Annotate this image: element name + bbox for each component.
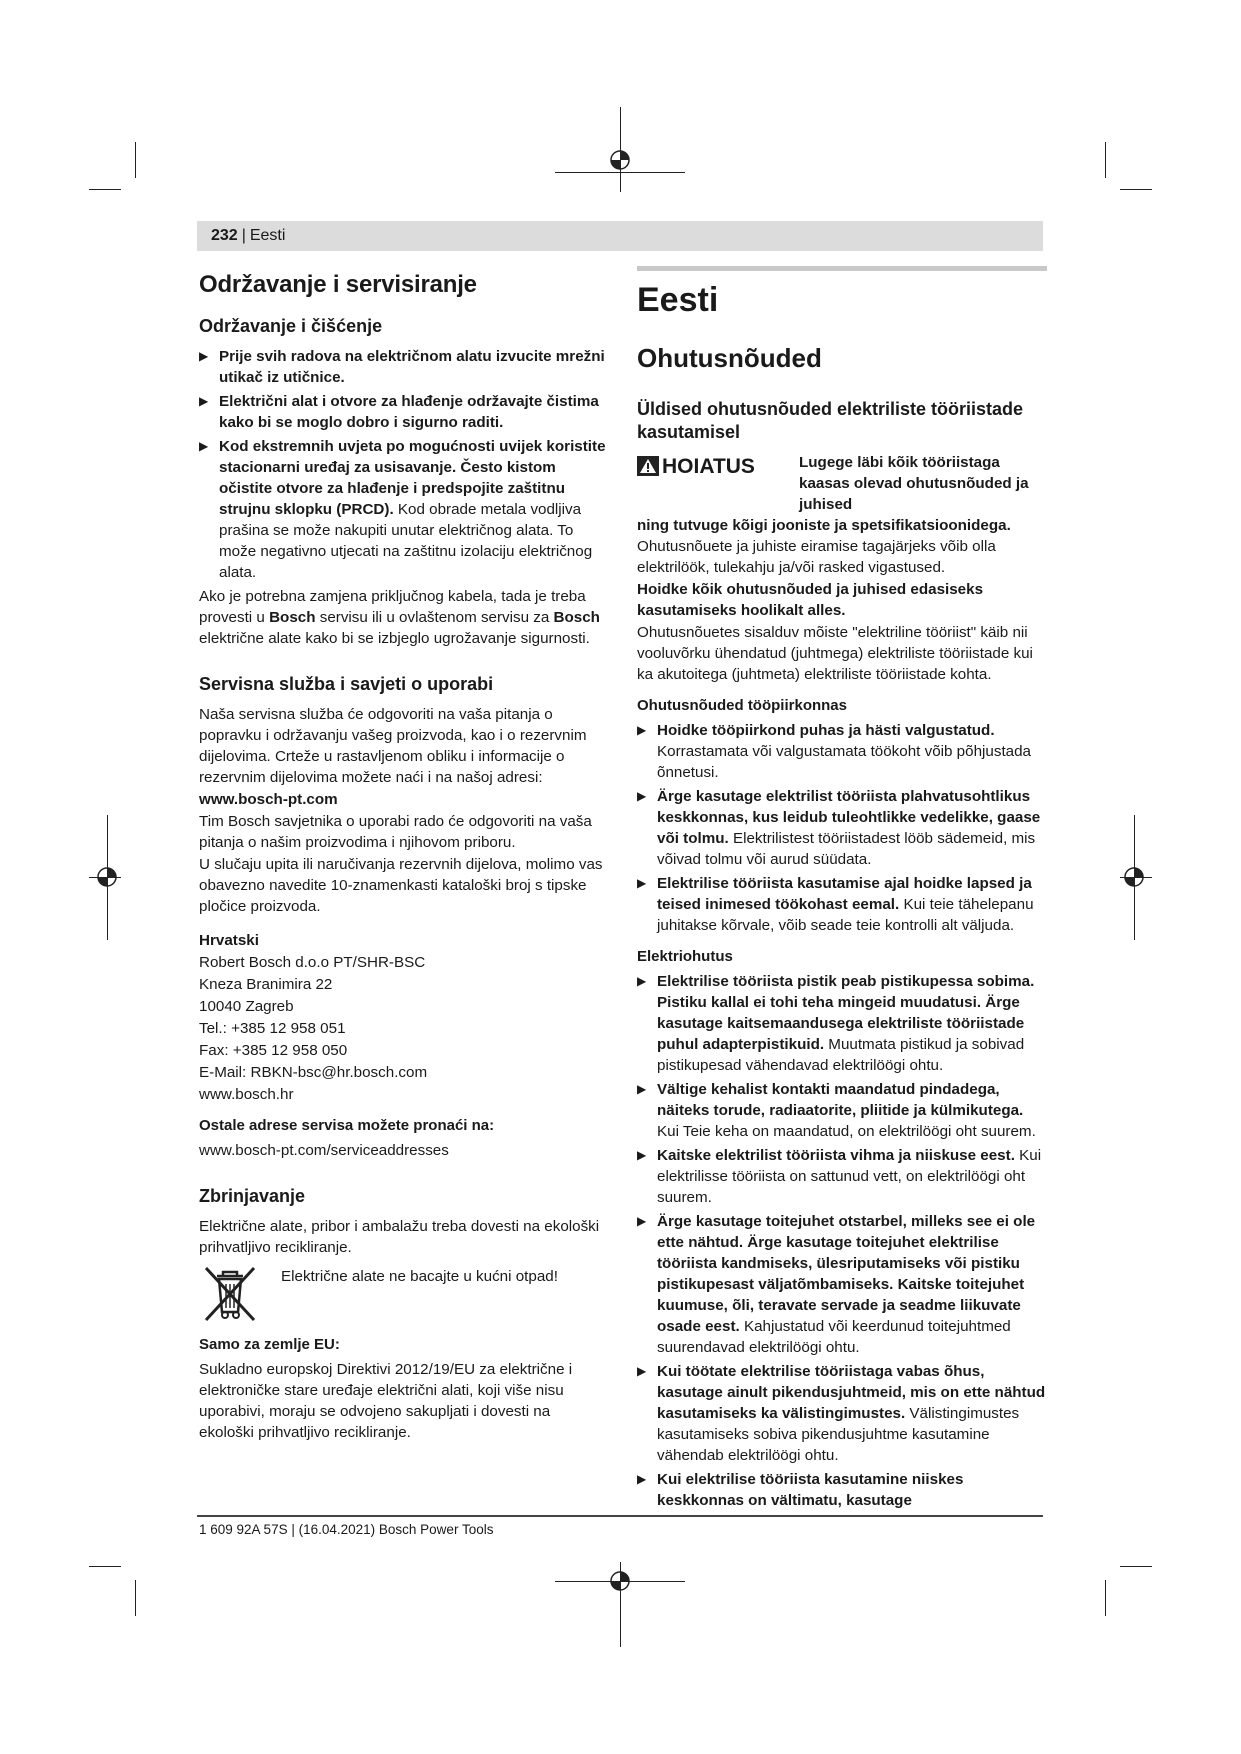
cable-paragraph: Ako je potrebna zamjena priključnog kabela, tada je treba provesti u Bosch servisu ili u ovlaštenom servisu za Bosch električne alate kako bi se izbjeglo ugrožavanje sigurnosti.: [199, 588, 600, 647]
list-item: ▶ Kod ekstremnih uvjeta po mogućnosti uvijek koristite stacionarni uređaj za usisavanje. Često kistom očistite otvore za hlađenje i predspojite zaštitnu strujnu sklopku (PRCD). Kod obrade metala vodljiva prašina se može nakupiti unutar električnog alata. To može negativno utjecati na zaštitnu izolaciju električnog alata.: [199, 438, 606, 581]
contact-line: 10040 Zagreb: [199, 998, 294, 1015]
warning-block: [637, 452, 1047, 515]
general-heading: Üldised ohutusnõuded elektriliste tööriistade kasutamisel: [637, 399, 1024, 442]
contact-line: www.bosch.hr: [199, 1086, 294, 1103]
electric-list: [637, 971, 1047, 1511]
crossed-bin-icon: [199, 1262, 261, 1324]
disposal-paragraph: Električne alate, pribor i ambalažu treba dovesti na ekološki prihvatljivo recikliranje.: [199, 1218, 600, 1256]
crop-mark: [135, 1580, 136, 1616]
electric-heading: Elektriohutus: [637, 948, 733, 965]
bullet-triangle-icon: ▶: [637, 1472, 647, 1486]
crop-mark: [89, 189, 121, 190]
list-item: ▶ Elektrilise tööriista kasutamise ajal hoidke lapsed ja teised inimesed töökohast eemal. Kui teie tähelepanu juhitakse kõrvale, võib seade teie kontrolli alt väljuda.: [637, 875, 1034, 934]
service-paragraph: Tim Bosch savjetnika o uporabi rado će odgovoriti na vaša pitanja o našim proizvodima i njihovom priboru.: [199, 813, 592, 851]
warning-paragraph: ning tutvuge kõigi jooniste ja spetsifikatsioonidega. Ohutusnõuete ja juhiste eiramise tagajärjeks võib olla elektrilöök, tulekahju ja/või rasked vigastused.: [637, 517, 1011, 576]
right-column: [637, 266, 1047, 1514]
crop-mark: [89, 1566, 121, 1567]
service-heading: Servisna služba i savjeti o uporabi: [199, 674, 494, 694]
contact-line: Robert Bosch d.o.o PT/SHR-BSC: [199, 954, 426, 971]
page-header: [197, 221, 1043, 251]
warning-text: Lugege läbi kõik tööriistaga kaasas olevad ohutusnõuded ja juhised: [799, 454, 1029, 513]
contact-country: Hrvatski: [199, 932, 259, 949]
service-paragraph: Naša servisna služba će odgovoriti na vaša pitanja o popravku i održavanju vašeg proizvoda, kao i o rezervnim dijelovima. Crteže u rastavljenom obliku i informacije o rezervnim dijelovima možete naći i na našoj adresi:: [199, 706, 587, 786]
bullet-triangle-icon: ▶: [199, 394, 209, 408]
other-addresses-heading: Ostale adrese servisa možete pronaći na:: [199, 1117, 495, 1134]
crop-mark: [1120, 1566, 1152, 1567]
service-paragraph: U slučaju upita ili naručivanja rezervnih dijelova, molimo vas obavezno navedite 10-znamenkasti kataloški broj s tipske pločice proizvoda.: [199, 856, 603, 915]
list-item: ▶ Električni alat i otvore za hlađenje održavajte čistima kako bi se moglo dobro i sigurno raditi.: [199, 393, 599, 431]
maintenance-heading: Održavanje i čišćenje: [199, 316, 383, 336]
registration-target-icon: [607, 1568, 633, 1594]
page-number: 232: [211, 227, 238, 244]
service-url: www.bosch-pt.com: [199, 791, 338, 808]
contact-line: E-Mail: RBKN-bsc@hr.bosch.com: [199, 1064, 428, 1081]
crop-mark: [1105, 1580, 1106, 1616]
bullet-triangle-icon: ▶: [637, 1148, 647, 1162]
eu-paragraph: Sukladno europskoj Direktivi 2012/19/EU za električne i elektroničke stare uređaje električni alati, koji više nisu uporabivi, moraju se odvojeno sakupljati i dovesti na ekološki prihvatljivo recikliranje.: [199, 1361, 573, 1441]
list-item: ▶ Kui töötate elektrilise tööriistaga vabas õhus, kasutage ainult pikendusjuhtmeid, mis on ette nähtud kasutamiseks ka välistingimustes. Välistingimustes kasutamiseks sobiva pikendusjuhtme kasutamine vähendab elektrilöögi ohtu.: [637, 1363, 1046, 1464]
bullet-triangle-icon: ▶: [637, 1214, 647, 1228]
keep-instructions: Hoidke kõik ohutusnõuded ja juhised edasiseks kasutamiseks hoolikalt alles.: [637, 581, 984, 619]
list-item: ▶ Prije svih radova na električnom alatu izvucite mrežni utikač iz utičnice.: [199, 348, 605, 386]
list-item: ▶ Ärge kasutage toitejuhet otstarbel, milleks see ei ole ette nähtud. Ärge kasutage toitejuhet elektrilise tööriista kandmiseks, ülesriputamiseks või pistiku pistikupesast väljatõmbamiseks. Kaitske toitejuhet kuumuse, õli, teravate servade ja seadme liikuvate osade eest. Kahjustatud või keerdunud toitejuhtmed suurendavad elektrilöögi ohtu.: [637, 1213, 1036, 1356]
contact-line: Fax: +385 12 958 050: [199, 1042, 348, 1059]
contact-line: Tel.: +385 12 958 051: [199, 1020, 346, 1037]
workplace-heading: Ohutusnõuded tööpiirkonnas: [637, 697, 847, 714]
header-separator: |: [241, 227, 246, 244]
bullet-triangle-icon: ▶: [637, 876, 647, 890]
term-paragraph: Ohutusnõuetes sisalduv mõiste "elektriline tööriist" käib nii vooluvõrku ühendatud (juhtmega) elektriliste tööriistade kui ka akutoitega (juhtmeta) elektriliste tööriistade kohta.: [637, 624, 1033, 683]
crop-mark: [135, 142, 136, 178]
weee-notice: [199, 1262, 607, 1324]
crop-mark: [1105, 142, 1106, 178]
bullet-triangle-icon: ▶: [637, 974, 647, 988]
weee-text: Električne alate ne bacajte u kućni otpad!: [281, 1268, 558, 1285]
workplace-list: [637, 720, 1047, 936]
warning-label: HOIATUS: [637, 452, 755, 480]
bullet-triangle-icon: ▶: [637, 723, 647, 737]
registration-target-icon: [607, 147, 633, 173]
registration-target-icon: [94, 864, 120, 890]
list-item: ▶ Ärge kasutage elektrilist tööriista plahvatusohtlikus keskkonnas, kus leidub tuleohtlikke vedelikke, gaase või tolmu. Elektrilistest tööriistadest lööb sädemeid, mis võivad tolmu või aurud süüdata.: [637, 788, 1041, 868]
bullet-triangle-icon: ▶: [637, 1364, 647, 1378]
list-item: ▶ Kaitske elektrilist tööriista vihma ja niiskuse eest. Kui elektrilisse tööriista on sattunud vett, on elektrilöögi oht suurem.: [637, 1147, 1042, 1206]
maintenance-list: [199, 346, 607, 583]
page-footer: 1 609 92A 57S | (16.04.2021) Bosch Power Tools: [199, 1522, 494, 1537]
left-column: [199, 270, 607, 1444]
list-item: ▶ Kui elektrilise tööriista kasutamine niiskes keskkonnas on vältimatu, kasutage: [637, 1471, 964, 1509]
other-addresses-url: www.bosch-pt.com/serviceaddresses: [199, 1142, 449, 1159]
warning-icon: [637, 456, 659, 476]
section-title: Održavanje i servisiranje: [199, 271, 477, 298]
registration-target-icon: [1121, 864, 1147, 890]
footer-rule: [197, 1515, 1043, 1517]
eu-heading: Samo za zemlje EU:: [199, 1336, 340, 1353]
bullet-triangle-icon: ▶: [199, 439, 209, 453]
section-title: Ohutusnõuded: [637, 343, 822, 373]
header-language: Eesti: [249, 227, 286, 244]
list-item: ▶ Elektrilise tööriista pistik peab pistikupessa sobima. Pistiku kallal ei tohi teha mingeid muudatusi. Ärge kasutage kaitsemaandusega elektriliste tööriistade puhul adapterpistikuid. Muutmata pistikud ja sobivad pistikupesad vähendavad elektrilöögi ohtu.: [637, 973, 1035, 1074]
contact-line: Kneza Branimira 22: [199, 976, 333, 993]
bullet-triangle-icon: ▶: [637, 1082, 647, 1096]
list-item: ▶ Vältige kehalist kontakti maandatud pindadega, näiteks torude, radiaatorite, pliitide ja külmikutega. Kui Teie keha on maandatud, on elektrilöögi oht suurem.: [637, 1081, 1036, 1140]
disposal-heading: Zbrinjavanje: [199, 1186, 306, 1206]
list-item: ▶ Hoidke tööpiirkond puhas ja hästi valgustatud. Korrastamata või valgustamata töökoht võib põhjustada õnnetusi.: [637, 722, 1031, 781]
bullet-triangle-icon: ▶: [637, 789, 647, 803]
bullet-triangle-icon: ▶: [199, 349, 209, 363]
language-title: Eesti: [637, 281, 719, 319]
crop-mark: [1120, 189, 1152, 190]
